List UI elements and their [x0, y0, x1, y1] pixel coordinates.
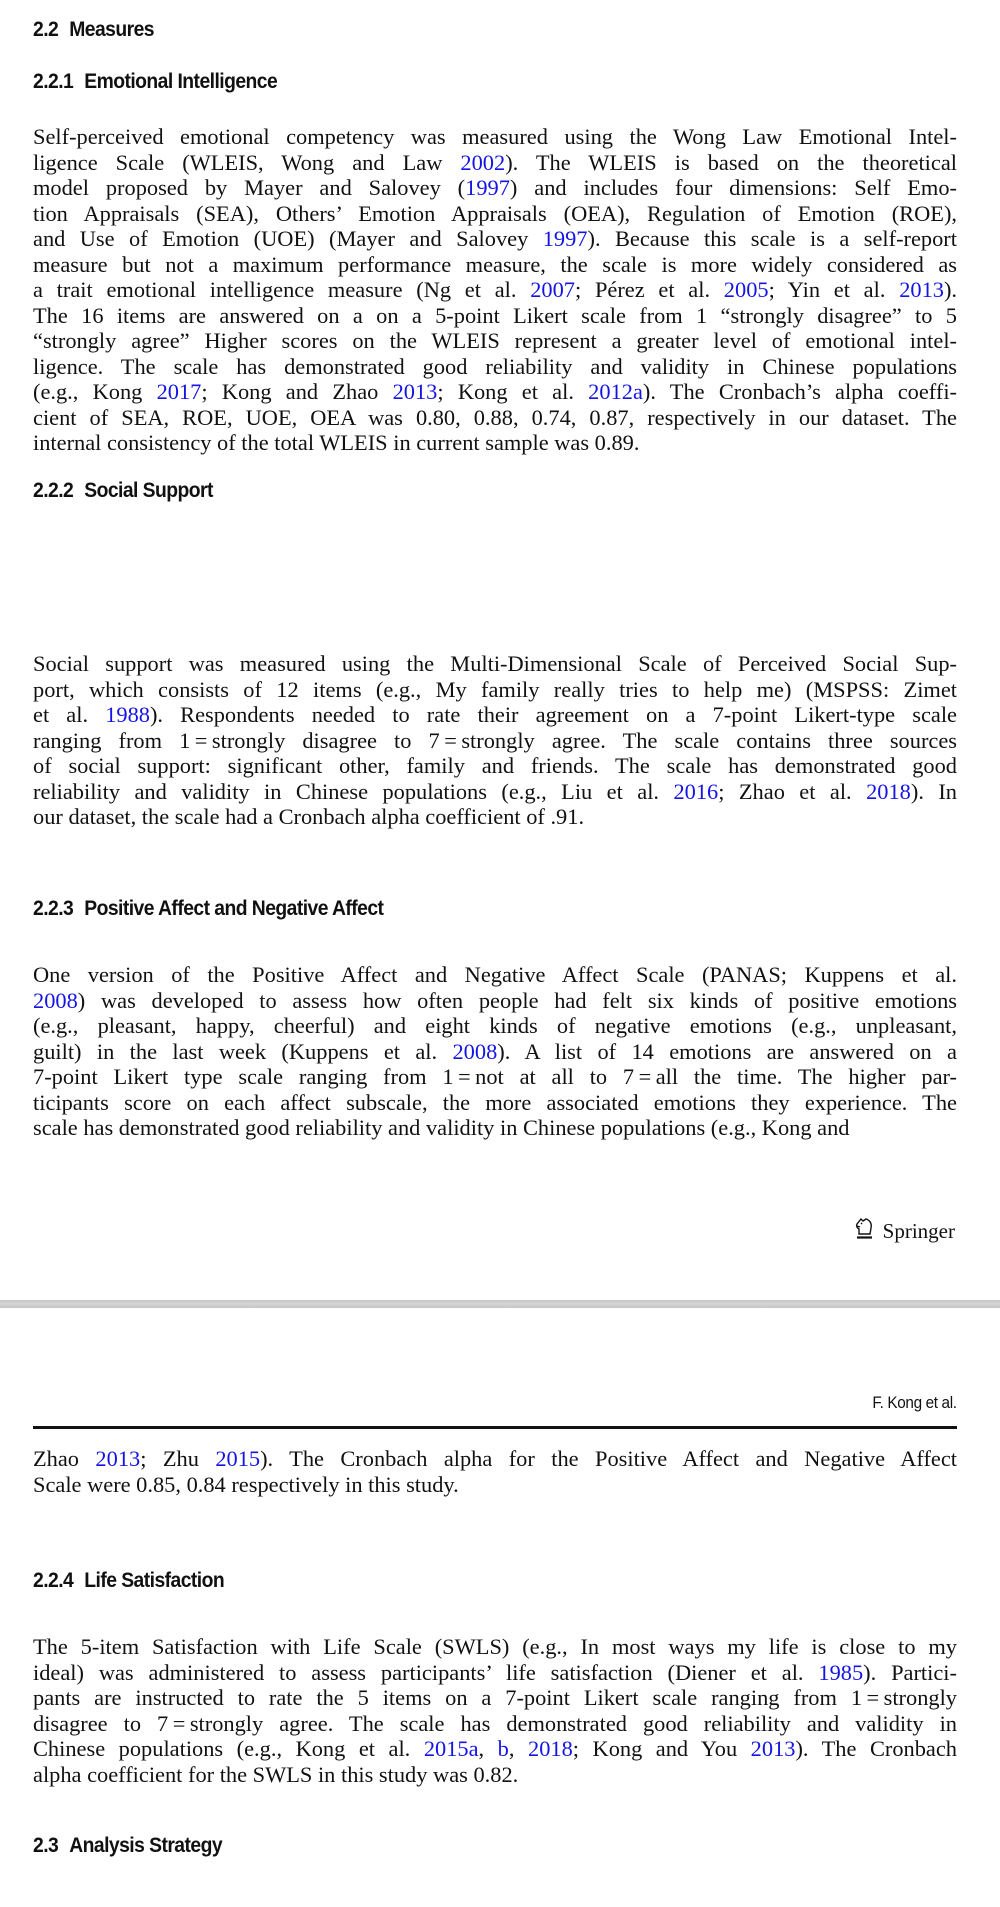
paragraph-life-satisfaction: [33, 1634, 957, 1787]
section-number: 2.2.4: [33, 1569, 74, 1592]
text-line: model proposed by Mayer and Salovey (1997) and includes four dimensions: Self Emo-: [33, 175, 957, 200]
text-line: and Use of Emotion (UOE) (Mayer and Salovey 1997). Because this scale is a self-report: [33, 226, 957, 251]
text-line: measure but not a maximum performance measure, the scale is more widely considered as: [33, 251, 957, 277]
text-line: (e.g., pleasant, happy, cheerful) and eight kinds of negative emotions (e.g., unpleasant,: [33, 1013, 957, 1038]
section-heading-2-2-1: [33, 70, 277, 94]
section-title: Positive Affect and Negative Affect: [84, 897, 384, 920]
text-line: Zhao 2013; Zhu 2015). The Cronbach alpha for the Positive Affect and Negative Affect: [33, 1446, 957, 1471]
citation-link[interactable]: 2013: [95, 1446, 141, 1471]
text-line: our dataset, the scale had a Cronbach alpha coefficient of .91.: [33, 804, 585, 829]
text-line: 2008) was developed to assess how often people had felt six kinds of positive emotions: [33, 987, 957, 1013]
section-title: Life Satisfaction: [84, 1569, 225, 1592]
citation-link[interactable]: 2015a: [423, 1736, 479, 1761]
text-line: of social support: significant other, family and friends. The scale has demonstrated good: [33, 753, 957, 778]
text-line: Scale were 0.85, 0.84 respectively in this study.: [33, 1471, 459, 1497]
header-rule: [33, 1426, 957, 1429]
citation-link[interactable]: 2008: [33, 987, 78, 1013]
citation-link[interactable]: 2015: [215, 1446, 261, 1471]
section-heading-2-2: [33, 18, 154, 42]
text-line: ligence Scale (WLEIS, Wong and Law 2002). The WLEIS is based on the theoretical: [33, 149, 957, 175]
citation-link[interactable]: 1988: [105, 702, 150, 727]
text-line: pants are instructed to rate the 5 items on a 7-point Likert scale ranging from 1 = strongly: [33, 1685, 957, 1710]
text-line: reliability and validity in Chinese populations (e.g., Liu et al. 2016; Zhao et al. 2018). In: [33, 778, 957, 804]
section-title: Measures: [69, 18, 154, 41]
text-line: Self-perceived emotional competency was measured using the Wong Law Emotional Intel-: [33, 124, 957, 149]
text-line: (e.g., Kong 2017; Kong and Zhao 2013; Kong et al. 2012a). The Cronbach’s alpha coeffi-: [33, 379, 957, 404]
citation-link[interactable]: 2013: [392, 379, 438, 404]
citation-link[interactable]: 1997: [542, 226, 588, 251]
section-heading-2-2-2: [33, 479, 213, 503]
text-line: alpha coefficient for the SWLS in this study was 0.82.: [33, 1761, 519, 1787]
citation-link[interactable]: 2005: [723, 277, 769, 302]
section-heading-2-3: [33, 1834, 222, 1858]
text-line: The 16 items are answered on a on a 5-point Likert scale from 1 “strongly disagree” to 5: [33, 302, 957, 328]
publisher-footer: [853, 1216, 955, 1246]
running-head: F. Kong et al.: [872, 1393, 957, 1412]
section-heading-2-2-3: [33, 897, 383, 921]
paragraph-panas: [33, 962, 957, 1141]
section-title: Social Support: [84, 479, 213, 502]
text-line: Social support was measured using the Multi-Dimensional Scale of Perceived Social Sup-: [33, 651, 957, 676]
text-line: One version of the Positive Affect and Negative Affect Scale (PANAS; Kuppens et al.: [33, 962, 957, 987]
text-line: disagree to 7 = strongly agree. The scale has demonstrated good reliability and validity in: [33, 1710, 957, 1736]
springer-knight-icon: [853, 1216, 875, 1246]
citation-link[interactable]: 2012a: [588, 379, 643, 404]
citation-link[interactable]: b: [497, 1736, 509, 1761]
section-number: 2.2.3: [33, 897, 74, 920]
text-line: ranging from 1 = strongly disagree to 7 = strongly agree. The scale contains three sources: [33, 727, 957, 753]
text-line: 7-point Likert type scale ranging from 1 = not at all to 7 = all the time. The higher par-: [33, 1064, 957, 1089]
text-line: tion Appraisals (SEA), Others’ Emotion Appraisals (OEA), Regulation of Emotion (ROE),: [33, 200, 957, 226]
citation-link[interactable]: 1985: [818, 1659, 864, 1685]
page-separator: [0, 1300, 1000, 1308]
paragraph-emotional-intelligence: [33, 124, 957, 456]
section-number: 2.3: [33, 1834, 59, 1857]
section-title: Emotional Intelligence: [84, 70, 278, 93]
citation-link[interactable]: 2016: [673, 778, 719, 804]
citation-link[interactable]: 2013: [899, 277, 944, 302]
text-line: scale has demonstrated good reliability and validity in Chinese populations (e.g., Kong and: [33, 1115, 850, 1140]
citation-link[interactable]: 2013: [750, 1736, 796, 1761]
text-line: Chinese populations (e.g., Kong et al. 2015a, b, 2018; Kong and You 2013). The Cronbach: [33, 1736, 958, 1761]
publisher-name: Springer: [882, 1218, 955, 1243]
citation-link[interactable]: 2007: [530, 277, 575, 302]
text-line: internal consistency of the total WLEIS in current sample was 0.89.: [33, 430, 640, 455]
page-2: [0, 1308, 1000, 1907]
text-line: ideal) was administered to assess participants’ life satisfaction (Diener et al. 1985). Partici-: [33, 1659, 957, 1685]
citation-link[interactable]: 2002: [460, 149, 506, 175]
text-line: et al. 1988). Respondents needed to rate their agreement on a 7-point Likert-type scale: [33, 702, 957, 727]
text-line: guilt) in the last week (Kuppens et al. 2008). A list of 14 emotions are answered on a: [33, 1038, 957, 1064]
text-line: ligence. The scale has demonstrated good reliability and validity in Chinese populations: [33, 353, 957, 379]
citation-link[interactable]: 2018: [528, 1736, 573, 1761]
text-line: cient of SEA, ROE, UOE, OEA was 0.80, 0.88, 0.74, 0.87, respectively in our dataset. The: [33, 404, 957, 430]
text-line: port, which consists of 12 items (e.g., My family really tries to help me) (MSPSS: Zimet: [33, 676, 957, 702]
section-number: 2.2: [33, 18, 59, 41]
citation-link[interactable]: 2008: [452, 1038, 498, 1064]
paragraph-social-support: [33, 651, 957, 830]
paragraph-panas-continued: [33, 1446, 957, 1497]
text-line: “strongly agree” Higher scores on the WLEIS represent a greater level of emotional intel-: [33, 328, 957, 353]
section-number: 2.2.1: [33, 70, 74, 93]
section-title: Analysis Strategy: [69, 1834, 223, 1857]
citation-link[interactable]: 2018: [866, 778, 911, 804]
text-line: a trait emotional intelligence measure (Ng et al. 2007; Pérez et al. 2005; Yin et al. 2013).: [33, 277, 958, 302]
section-number: 2.2.2: [33, 479, 74, 502]
text-line: ticipants score on each affect subscale, the more associated emotions they experience. The: [33, 1089, 957, 1115]
section-heading-2-2-4: [33, 1569, 224, 1593]
citation-link[interactable]: 2017: [156, 379, 202, 404]
citation-link[interactable]: 1997: [465, 175, 510, 200]
text-line: The 5-item Satisfaction with Life Scale (SWLS) (e.g., In most ways my life is close to my: [33, 1634, 957, 1659]
